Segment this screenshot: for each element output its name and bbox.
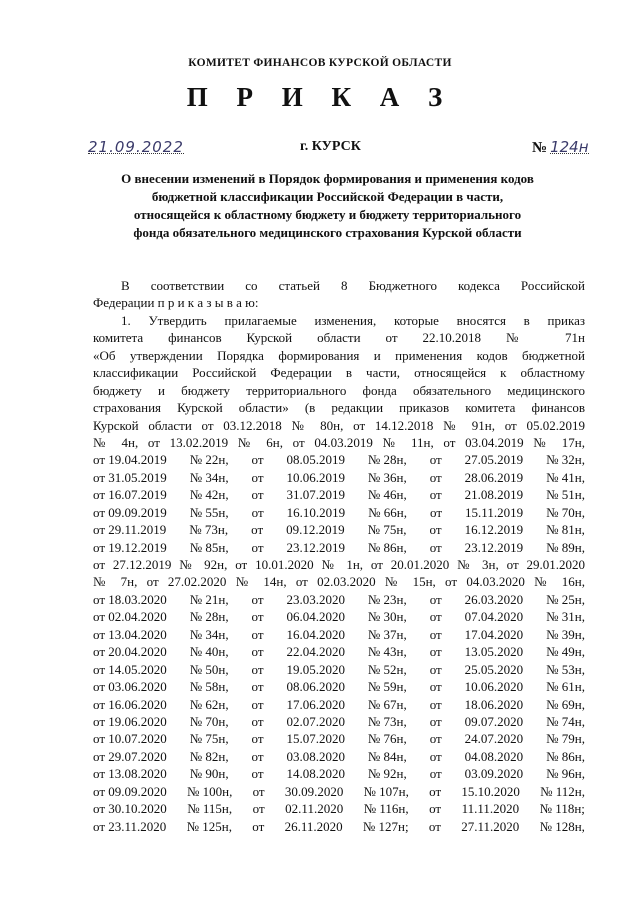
amendment-cell: от	[429, 452, 442, 468]
amendment-cell: № 116н,	[363, 801, 409, 817]
amendment-cell: 31.07.2019	[286, 487, 345, 503]
amendment-cell: № 55н,	[189, 504, 229, 520]
amendment-cell: № 90н,	[189, 766, 229, 782]
amendment-cell: 04.08.2020	[464, 748, 524, 764]
amendment-cell: от	[252, 801, 265, 817]
amendment-cell: 16.04.2020	[286, 626, 345, 642]
amendment-cell: 23.12.2019	[464, 539, 524, 555]
amendment-cell: 08.06.2020	[286, 679, 345, 695]
amendment-cell: № 52н,	[367, 661, 407, 677]
amendment-cell: 09.07.2020	[464, 713, 524, 729]
amendment-cell: от	[251, 591, 264, 607]
amendment-row	[93, 521, 585, 538]
amendment-cell: от 10.07.2020	[93, 731, 167, 747]
item1-line: классификации Российской Федерации в части, относящейся к областному	[93, 365, 585, 381]
amendment-cell: от	[251, 661, 264, 677]
amendment-cell: № 40н,	[189, 644, 229, 660]
amendment-cell: № 74н,	[546, 713, 585, 729]
amendment-cell: от	[251, 731, 264, 747]
amendments-list-2019	[93, 451, 585, 556]
amendment-cell: № 75н,	[189, 731, 229, 747]
amendment-cell: от 19.04.2019	[93, 452, 167, 468]
amendment-cell: от 31.05.2019	[93, 469, 167, 485]
amendment-cell: от 18.03.2020	[93, 591, 167, 607]
amendment-row	[93, 783, 585, 800]
amendment-cell: № 84н,	[367, 748, 407, 764]
amendment-cell: 14.08.2020	[286, 766, 345, 782]
order-body	[93, 277, 585, 835]
amendment-cell: от	[429, 731, 442, 747]
amendment-cell: от 19.06.2020	[93, 713, 167, 729]
amendment-cell: № 66н,	[368, 504, 408, 520]
amendment-cell: № 86н,	[546, 748, 585, 764]
heading-line: фонда обязательного медицинского страхования Курской области	[133, 225, 522, 240]
amendment-cell: № 73н,	[189, 522, 229, 538]
amendment-cell: № 51н,	[546, 487, 585, 503]
amendment-cell: от 29.07.2020	[93, 748, 167, 764]
amendment-cell: № 42н,	[189, 487, 229, 503]
amendment-cell: от	[429, 766, 442, 782]
amendment-cell: 23.12.2019	[286, 539, 345, 555]
amendment-cell: 25.05.2020	[464, 661, 524, 677]
amendment-cell: от 13.04.2020	[93, 626, 167, 642]
amendment-cell: от	[251, 522, 264, 538]
amendment-cell: № 43н,	[367, 644, 407, 660]
amendment-cell: 06.04.2020	[286, 609, 345, 625]
amendment-cell: от	[251, 748, 264, 764]
amendment-cell: от	[429, 609, 442, 625]
amendment-cell: 22.04.2020	[286, 644, 345, 660]
amendment-cell: № 36н,	[367, 469, 407, 485]
amendment-row	[93, 765, 585, 782]
amendment-cell: от	[429, 696, 442, 712]
amendment-cell: 19.05.2020	[286, 661, 345, 677]
amendment-cell: № 96н,	[546, 766, 585, 782]
amendment-cell: 11.11.2020	[461, 801, 520, 817]
amendment-cell: от	[251, 644, 264, 660]
amendment-cell: от	[251, 766, 264, 782]
amendment-cell: от	[429, 539, 442, 555]
amendment-cell: от	[252, 818, 265, 834]
amendment-cell: № 61н,	[546, 679, 585, 695]
amendment-cell: 28.06.2019	[464, 469, 524, 485]
amendment-cell: № 76н,	[367, 731, 407, 747]
amendment-cell: от	[429, 522, 442, 538]
amendment-cell: № 75н,	[367, 522, 407, 538]
amendment-cell: № 50н,	[189, 661, 229, 677]
amendment-cell: № 28н,	[367, 452, 407, 468]
amendment-cell: № 118н;	[539, 801, 585, 817]
amendment-cell: 27.11.2020	[461, 818, 520, 834]
amendment-cell: № 58н,	[189, 679, 229, 695]
amendment-cell: № 59н,	[367, 679, 407, 695]
amendment-cell: № 39н,	[546, 626, 585, 642]
amendment-cell: от 13.08.2020	[93, 766, 167, 782]
amendment-row	[93, 748, 585, 765]
amendment-row	[93, 504, 585, 521]
amendment-cell: № 70н,	[189, 713, 229, 729]
item1-line: страхования Курской области» (в редакции приказов комитета финансов	[93, 400, 585, 416]
item1-line: № 4н, от 13.02.2019 № 6н, от 04.03.2019 № 11н, от 03.04.2019 № 17н,	[93, 434, 585, 450]
amendment-cell: № 37н,	[367, 626, 407, 642]
amendment-row	[93, 713, 585, 730]
amendment-cell: № 86н,	[367, 539, 407, 555]
city-label: г. КУРСК	[300, 139, 361, 154]
amendment-cell: № 53н,	[546, 661, 585, 677]
amendment-cell: от	[429, 661, 442, 677]
amendment-cell: 23.03.2020	[286, 591, 345, 607]
amendment-cell: № 128н,	[539, 818, 585, 834]
amendment-row	[93, 469, 585, 486]
amendment-row	[93, 800, 585, 817]
amendment-row	[93, 661, 585, 678]
number-sign: №	[532, 140, 548, 156]
amendment-cell: от 19.12.2019	[93, 539, 167, 555]
amendment-cell: 26.11.2020	[284, 818, 343, 834]
amendment-row	[93, 643, 585, 660]
heading-line: бюджетной классификации Российской Федерации в части,	[151, 189, 504, 204]
item1-line: комитета финансов Курской области от 22.10.2018 № 71н	[93, 330, 585, 346]
amendment-cell: 16.10.2019	[286, 504, 346, 520]
amendment-cell: № 21н,	[189, 591, 229, 607]
amendment-cell: № 28н,	[189, 609, 229, 625]
amendment-cell: от	[251, 713, 264, 729]
amendment-cell: № 81н,	[546, 522, 585, 538]
amendment-cell: № 79н,	[546, 731, 585, 747]
amendment-cell: № 85н,	[189, 539, 229, 555]
amendment-cell: от	[429, 679, 442, 695]
amendment-cell: № 107н,	[363, 783, 409, 799]
amendment-row	[93, 818, 585, 835]
amendment-cell: № 22н,	[189, 452, 229, 468]
amendment-cell: 27.05.2019	[464, 452, 524, 468]
amendment-cell: от	[428, 818, 441, 834]
amendment-row	[93, 730, 585, 747]
heading-line: относящейся к областному бюджету и бюджету территориального	[133, 207, 522, 222]
amendment-cell: № 73н,	[367, 713, 407, 729]
amendment-cell: от	[251, 609, 264, 625]
amendment-cell: от 30.10.2020	[93, 801, 167, 817]
amendment-cell: от 14.05.2020	[93, 661, 167, 677]
amendment-cell: № 62н,	[189, 696, 229, 712]
amendment-row	[93, 591, 585, 608]
amendment-cell: 15.10.2020	[461, 783, 520, 799]
preamble-line: Федерации п р и к а з ы в а ю:	[93, 295, 259, 311]
heading-line: О внесении изменений в Порядок формирования и применения кодов	[121, 171, 534, 186]
amendment-cell: от 16.06.2020	[93, 696, 167, 712]
amendment-cell: от	[429, 748, 442, 764]
amendment-cell: № 92н,	[367, 766, 407, 782]
amendment-cell: № 49н,	[546, 644, 585, 660]
amendment-cell: от	[251, 504, 264, 520]
amendment-cell: от	[251, 452, 264, 468]
item1-line: 1. Утвердить прилагаемые изменения, которые вносятся в приказ	[121, 312, 585, 328]
order-number	[532, 138, 589, 157]
amendment-cell: от	[251, 626, 264, 642]
amendment-cell: № 70н,	[546, 504, 585, 520]
amendment-cell: № 69н,	[546, 696, 585, 712]
amendment-cell: 13.05.2020	[464, 644, 524, 660]
amendment-cell: от 20.04.2020	[93, 644, 167, 660]
amendment-cell: 15.11.2019	[465, 504, 524, 520]
amendment-cell: № 82н,	[189, 748, 229, 764]
amendment-cell: № 89н,	[546, 539, 585, 555]
amendment-cell: от 23.11.2020	[93, 818, 167, 834]
amendment-cell: № 41н,	[546, 469, 585, 485]
amendment-cell: 21.08.2019	[464, 487, 524, 503]
amendment-cell: от	[251, 469, 264, 485]
amendment-cell: от	[429, 801, 442, 817]
amendment-cell: № 127н;	[362, 818, 409, 834]
amendment-cell: № 25н,	[546, 591, 585, 607]
handwritten-number: 124н	[550, 138, 589, 156]
amendment-cell: № 125н,	[186, 818, 232, 834]
amendment-row	[93, 539, 585, 556]
amendment-cell: № 30н,	[367, 609, 407, 625]
amendment-cell: от	[429, 644, 442, 660]
amendment-cell: от 02.04.2020	[93, 609, 167, 625]
amendment-cell: № 67н,	[367, 696, 407, 712]
amendment-cell: от	[429, 783, 442, 799]
amendment-cell: от	[430, 504, 443, 520]
amendment-cell: № 46н,	[367, 487, 407, 503]
amendment-cell: 18.06.2020	[464, 696, 524, 712]
amendment-cell: от	[429, 713, 442, 729]
amendment-cell: 02.11.2020	[285, 801, 344, 817]
committee-name: КОМИТЕТ ФИНАНСОВ КУРСКОЙ ОБЛАСТИ	[188, 57, 452, 69]
amendment-cell: от	[429, 487, 442, 503]
amendment-cell: № 100н,	[186, 783, 233, 799]
amendment-cell: № 34н,	[189, 626, 229, 642]
amendment-cell: 09.12.2019	[286, 522, 345, 538]
amendment-cell: от	[429, 469, 442, 485]
amendment-cell: № 32н,	[546, 452, 585, 468]
amendment-cell: от	[251, 539, 264, 555]
amendment-cell: 24.07.2020	[464, 731, 524, 747]
amendment-cell: № 115н,	[187, 801, 233, 817]
amendment-cell: 10.06.2019	[286, 469, 345, 485]
amendment-cell: от	[429, 626, 442, 642]
amendment-row	[93, 451, 585, 468]
amendment-cell: 08.05.2019	[286, 452, 345, 468]
preamble-line: В соответствии со статьей 8 Бюджетного кодекса Российской	[121, 278, 585, 293]
amendment-cell: от 29.11.2019	[93, 522, 167, 538]
amendment-cell: от 09.09.2019	[93, 504, 167, 520]
amendment-cell: 26.03.2020	[464, 591, 524, 607]
amendment-cell: от	[429, 591, 442, 607]
amendment-row	[93, 626, 585, 643]
amendment-cell: 30.09.2020	[284, 783, 344, 799]
amendment-cell: от 09.09.2020	[93, 783, 167, 799]
amendment-row	[93, 696, 585, 713]
item1-line: Курской области от 03.12.2018 № 80н, от 14.12.2018 № 91н, от 05.02.2019	[93, 417, 585, 433]
amendment-row	[93, 486, 585, 503]
amendment-cell: от	[251, 696, 264, 712]
amendment-cell: от 16.07.2019	[93, 487, 167, 503]
amendment-cell: 17.06.2020	[286, 696, 345, 712]
amendment-cell: № 34н,	[189, 469, 229, 485]
amendments-list-2020	[93, 591, 585, 835]
amendment-cell: 02.07.2020	[286, 713, 345, 729]
amendment-cell: 03.08.2020	[286, 748, 345, 764]
order-heading	[95, 170, 560, 242]
amendment-cell: от	[251, 679, 264, 695]
amendment-cell: 17.04.2020	[464, 626, 524, 642]
amendment-row	[93, 678, 585, 695]
item1-line: «Об утверждении Порядка формирования и применения кодов бюджетной	[93, 347, 585, 363]
amendment-cell: от 03.06.2020	[93, 679, 167, 695]
amendment-cell: 15.07.2020	[286, 731, 345, 747]
handwritten-date: 21.09.2022	[88, 138, 184, 156]
amendment-cell: 16.12.2019	[464, 522, 524, 538]
mixed-line: от 27.12.2019 № 92н, от 10.01.2020 № 1н, от 20.01.2020 № 3н, от 29.01.2020	[93, 557, 585, 572]
amendment-cell: 07.04.2020	[464, 609, 524, 625]
mixed-line: № 7н, от 27.02.2020 № 14н, от 02.03.2020 № 15н, от 04.03.2020 № 16н,	[93, 574, 585, 590]
amendment-row	[93, 608, 585, 625]
amendment-cell: 10.06.2020	[464, 679, 524, 695]
amendment-cell: № 31н,	[546, 609, 585, 625]
amendment-cell: от	[251, 487, 264, 503]
item1-line: бюджету и бюджету территориального фонда обязательного медицинского	[93, 382, 585, 398]
document-type-title: П Р И К А З	[186, 82, 454, 112]
amendment-cell: № 23н,	[367, 591, 407, 607]
amendment-cell: № 112н,	[540, 783, 585, 799]
amendment-cell: 03.09.2020	[464, 766, 524, 782]
amendment-cell: от	[252, 783, 265, 799]
